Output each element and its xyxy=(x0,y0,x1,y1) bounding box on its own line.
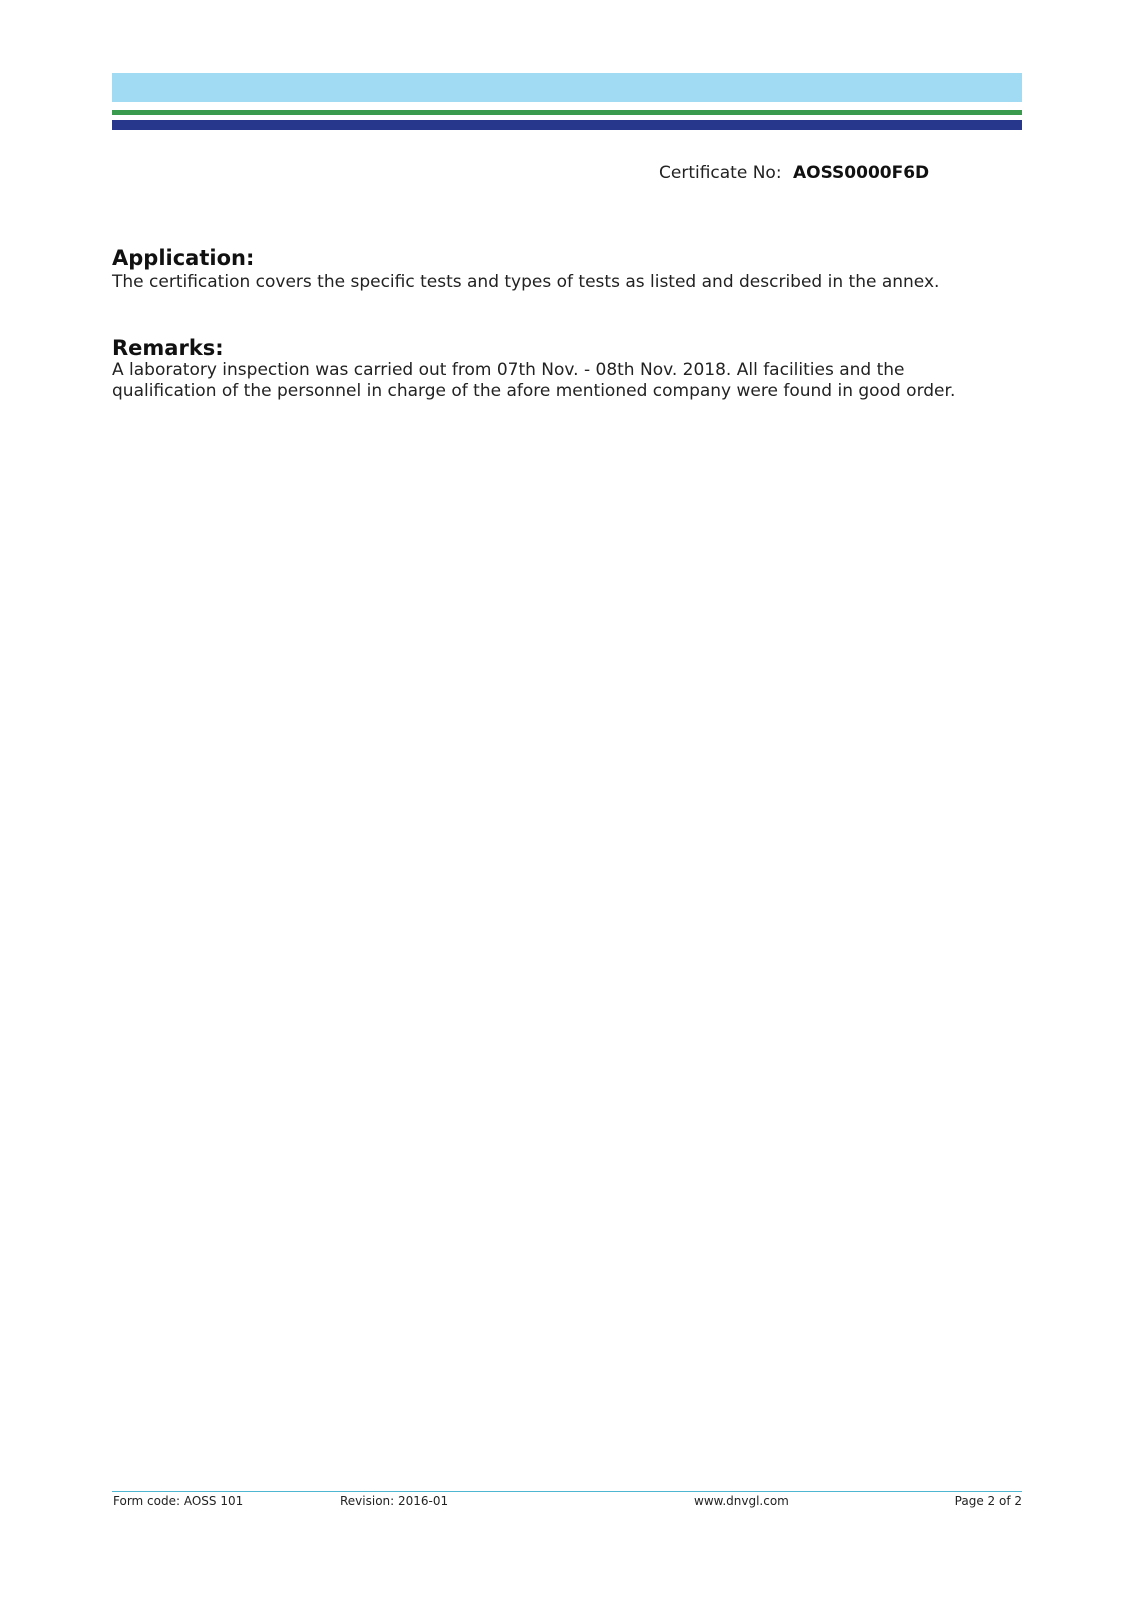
header-band-light-blue xyxy=(112,73,1022,102)
remarks-heading: Remarks: xyxy=(112,336,224,360)
application-text-line: The certification covers the specific tests and types of tests as listed and described in the annex. xyxy=(112,272,940,292)
remarks-text-line: A laboratory inspection was carried out from 07th Nov. - 08th Nov. 2018. All facilities and the xyxy=(112,360,905,380)
footer-page-number: Page 2 of 2 xyxy=(954,1494,1022,1508)
remarks-text-line: qualification of the personnel in charge of the afore mentioned company were found in good order. xyxy=(112,381,956,401)
certificate-label: Certificate No: xyxy=(659,163,782,183)
application-text xyxy=(112,272,1042,293)
remarks-text xyxy=(112,360,1042,402)
footer-divider xyxy=(112,1491,1022,1492)
footer-form-code: Form code: AOSS 101 xyxy=(113,1494,244,1508)
footer-website-link[interactable]: www.dnvgl.com xyxy=(694,1494,789,1508)
header-band-navy xyxy=(112,120,1022,130)
certificate-number-line xyxy=(659,163,929,183)
application-heading: Application: xyxy=(112,246,255,270)
footer-revision: Revision: 2016-01 xyxy=(340,1494,449,1508)
certificate-number: AOSS0000F6D xyxy=(792,163,930,183)
header-band-green xyxy=(112,110,1022,115)
